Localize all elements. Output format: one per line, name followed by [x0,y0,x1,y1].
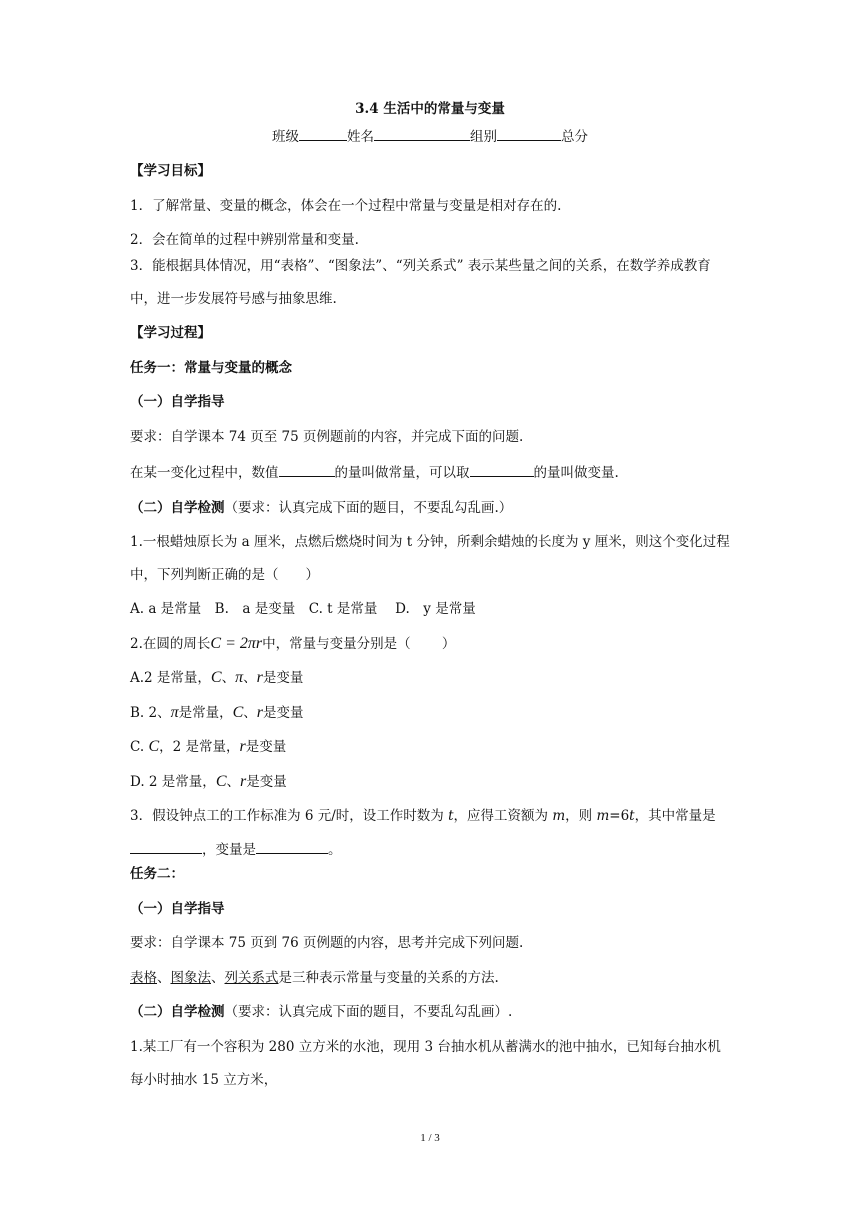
task2-check-title: （二）自学检测（要求：认真完成下面的题目，不要乱勾乱画）. [130,1004,513,1020]
class-label: 班级 [272,129,299,145]
task1-fill-in: 在某一变化过程中，数值 的量叫做常量，可以取 的量叫做变量. [130,462,730,482]
question-2-option-c: C. C，2 是常量，r是变量 [130,738,287,755]
student-info-line [130,126,730,146]
circumference-formula: C = 2πr [210,634,263,652]
answer-blank[interactable] [279,462,335,477]
constant-answer-blank[interactable] [130,839,202,854]
task1-title: 任务一：常量与变量的概念 [130,359,292,376]
task2-question-1: 1.某工厂有一个容积为 280 立方米的水池，现用 3 台抽水机从蓄满水的池中抽水，已知每台抽水机每小时抽水 15 立方米， [130,1038,721,1088]
total-label: 总分 [561,129,588,145]
task2-guide-title: （一）自学指导 [130,900,225,917]
goals-heading: 【学习目标】 [130,163,211,179]
question-2-option-a: A.2 是常量，C、π、r是变量 [130,669,304,686]
task2-methods: 表格、图象法、列关系式是三种表示常量与变量的关系的方法. [130,969,499,986]
variable-answer-blank[interactable] [256,839,328,854]
question-1-stem: 1.一根蜡烛原长为 a 厘米，点燃后燃烧时间为 t 分钟，所剩余蜡烛的长度为 y 厘米，则这个变化过程中，下列判断正确的是（ ） [130,534,730,583]
question-3-stem: 3．假设钟点工的工作标准为 6 元/时，设工作时数为 t，应得工资额为 m，则 m=6t，其中常量是 [130,808,716,824]
question-2-stem: 2.在圆的周长C = 2πr中，常量与变量分别是（ ） [130,634,456,652]
question-1-options: A. a 是常量 B. a 是变量 C. t 是常量 D. y 是常量 [130,601,476,617]
task1-check-title: （二）自学检测（要求：认真完成下面的题目，不要乱勾乱画.） [130,499,513,516]
group-label: 组别 [470,129,497,145]
goal-item: 1．了解常量、变量的概念，体会在一个过程中常量与变量是相对存在的. [130,197,562,214]
task1-guide-title: （一）自学指导 [130,394,225,410]
answer-blank[interactable] [470,462,534,477]
question-2-option-b: B. 2、π是常量，C、r是变量 [130,703,304,721]
task1-guide-requirement: 要求：自学课本 74 页至 75 页例题前的内容，并完成下面的问题. [130,428,524,445]
task2-title: 任务二： [130,866,184,882]
process-heading: 【学习过程】 [130,325,211,341]
name-label: 姓名 [347,129,374,145]
document-title: 3.4 生活中的常量与变量 [355,101,505,117]
method-formula: 列关系式 [224,969,279,986]
name-blank [374,126,470,141]
method-graph: 图象法 [170,969,211,986]
method-table: 表格 [130,969,157,986]
task2-guide-requirement: 要求：自学课本 75 页到 76 页例题的内容，思考并完成下列问题. [130,935,524,951]
group-blank [497,126,561,141]
question-2-option-d: D. 2 是常量，C、r是变量 [130,772,287,790]
page-number: 1 / 3 [420,1132,440,1144]
goal-item: 2．会在简单的过程中辨别常量和变量. [130,232,359,248]
class-blank [299,126,347,141]
goal-item: 3．能根据具体情况，用“表格”、“图象法”、“列关系式” 表示某些量之间的关系，在数学养成教育中，进一步发展符号感与抽象思维. [130,258,711,307]
document-body [130,100,730,1113]
question-3-answers: ，变量是 。 [130,839,730,859]
